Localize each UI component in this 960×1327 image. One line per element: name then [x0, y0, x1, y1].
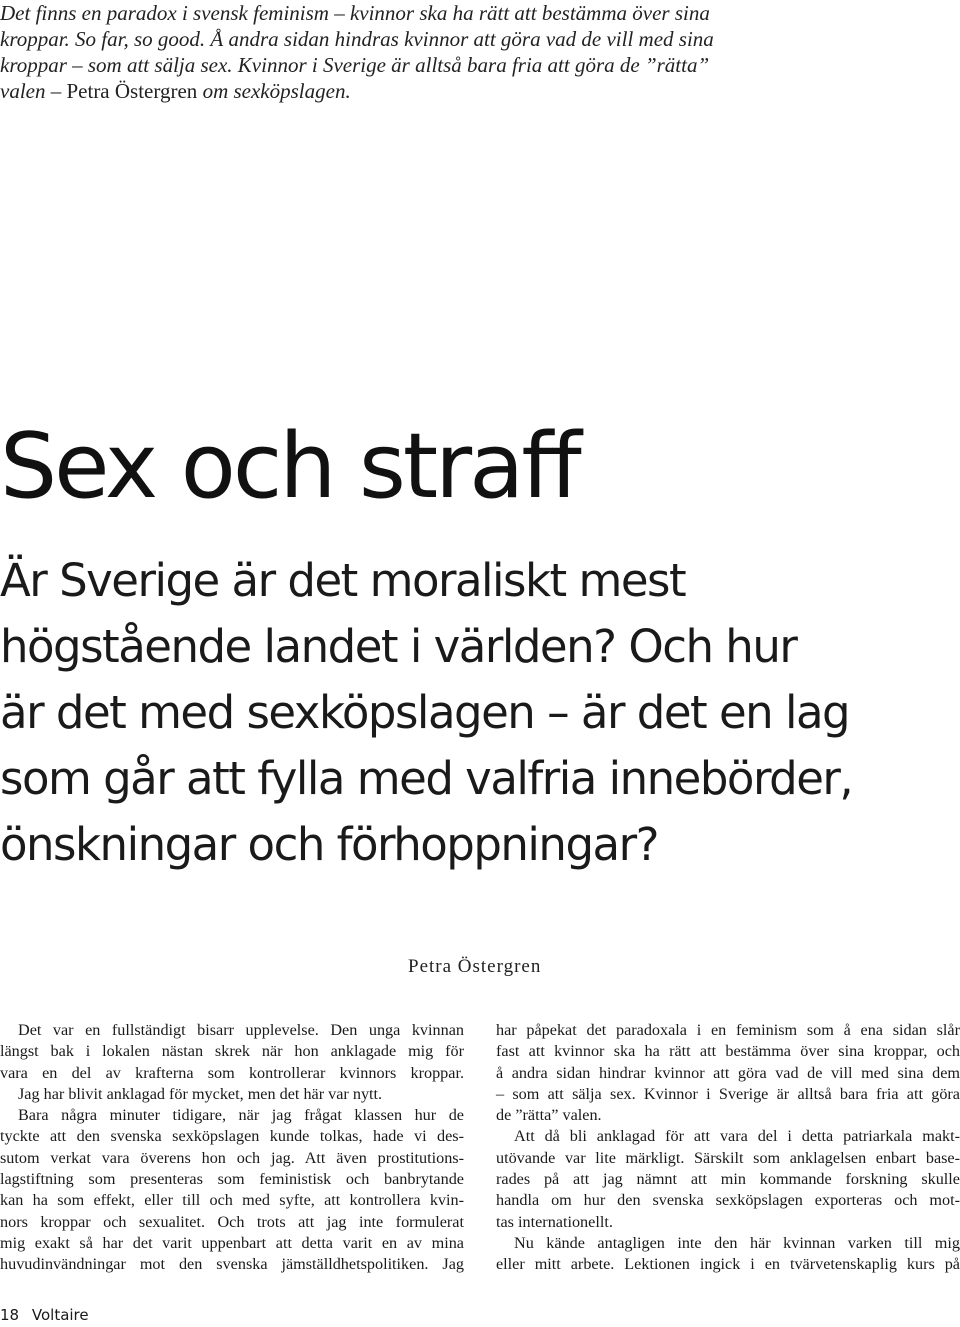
- body-line: eller mitt arbete. Lektionen ingick i en tvärvetenskaplig kurs på: [496, 1255, 960, 1274]
- body-line: tyckte att den svenska sexköpslagen kunde tolkas, hade vi des-: [0, 1127, 464, 1146]
- body-column-left: [0, 1020, 464, 1276]
- lede-text: Det finns en paradox i svensk feminism – kvinnor ska ha rätt att bestämma över sina kroppar. So far, so good. Å andra sidan hindras kvinnor att göra vad de vill med sina kroppar – som att sälja sex. Kvinnor i Sverige är alltså bara fria att göra de ”rätta” valen –: [0, 1, 714, 103]
- page-footer: [0, 1306, 89, 1324]
- article-lede: [0, 0, 720, 104]
- body-line: huvudinvändningar mot den svenska jämställdhetspolitiken. Jag: [0, 1255, 464, 1274]
- body-line: de ”rätta” valen.: [496, 1106, 602, 1125]
- body-line: rades på att jag nämnt att min kommande forskning skulle: [496, 1170, 960, 1189]
- lede-text-end: om sexköpslagen.: [202, 79, 351, 103]
- article-subtitle: [0, 548, 960, 878]
- body-line: – som att sälja sex. Kvinnor i Sverige är alltså bara fria att göra: [496, 1084, 960, 1103]
- body-line: tas internationellt.: [496, 1212, 613, 1231]
- body-line: Det var en fullständigt bisarr upplevelse. Den unga kvinnan: [18, 1021, 464, 1039]
- subtitle-line: Är Sverige är det moraliskt mest: [0, 554, 686, 607]
- body-line: kan ha som effekt, eller till och med syfte, att kontrollera kvin-: [0, 1191, 464, 1210]
- page-number: 18: [0, 1306, 20, 1324]
- body-line: längst bak i lokalen nästan skrek när hon anklagade mig för: [0, 1042, 464, 1061]
- body-line: sutom verkat vara överens hon och jag. Att även prostitutions-: [0, 1148, 464, 1167]
- body-line: vara en del av krafterna som kontrollerar kvinnors kroppar.: [0, 1063, 464, 1082]
- body-line: fast att kvinnor ska ha rätt att bestämma över sina kroppar, och: [496, 1042, 960, 1061]
- byline: Petra Östergren: [408, 956, 542, 977]
- body-line: å andra sidan hindrar kvinnor att göra vad de vill med sina dem: [496, 1063, 960, 1082]
- body-line: Bara några minuter tidigare, när jag frågat klassen hur de: [18, 1106, 464, 1125]
- body-line: nors kroppar och sexualitet. Och trots att jag inte formulerat: [0, 1212, 464, 1231]
- subtitle-line: som går att fylla med valfria innebörder,: [0, 752, 853, 805]
- subtitle-line: önskningar och förhoppningar?: [0, 818, 658, 871]
- body-line: handla om hur den svenska sexköpslagen exporteras och mot-: [496, 1191, 960, 1210]
- body-line: Att då bli anklagad för att vara del i detta patriarkala makt-: [514, 1127, 960, 1146]
- lede-author-name: Petra Östergren: [66, 79, 198, 103]
- body-line: utövande var lite märkligt. Särskilt som anklagelsen enbart base-: [496, 1148, 960, 1167]
- publication-name: Voltaire: [31, 1306, 89, 1324]
- subtitle-line: högstående landet i världen? Och hur: [0, 620, 797, 673]
- body-line: Nu kände antagligen inte den här kvinnan varken till mig: [514, 1233, 960, 1252]
- body-column-right: [496, 1020, 960, 1276]
- body-line: mig exakt så har det varit uppenbart att detta varit en av mina: [0, 1233, 464, 1252]
- body-line: har påpekat det paradoxala i en feminism som å ena sidan slår: [496, 1021, 960, 1039]
- article-title: Sex och straff: [0, 414, 579, 519]
- body-line: lagstiftning som presenteras som feministisk och banbrytande: [0, 1170, 464, 1189]
- subtitle-line: är det med sexköpslagen – är det en lag: [0, 686, 850, 739]
- body-line: Jag har blivit anklagad för mycket, men det här var nytt.: [18, 1084, 383, 1103]
